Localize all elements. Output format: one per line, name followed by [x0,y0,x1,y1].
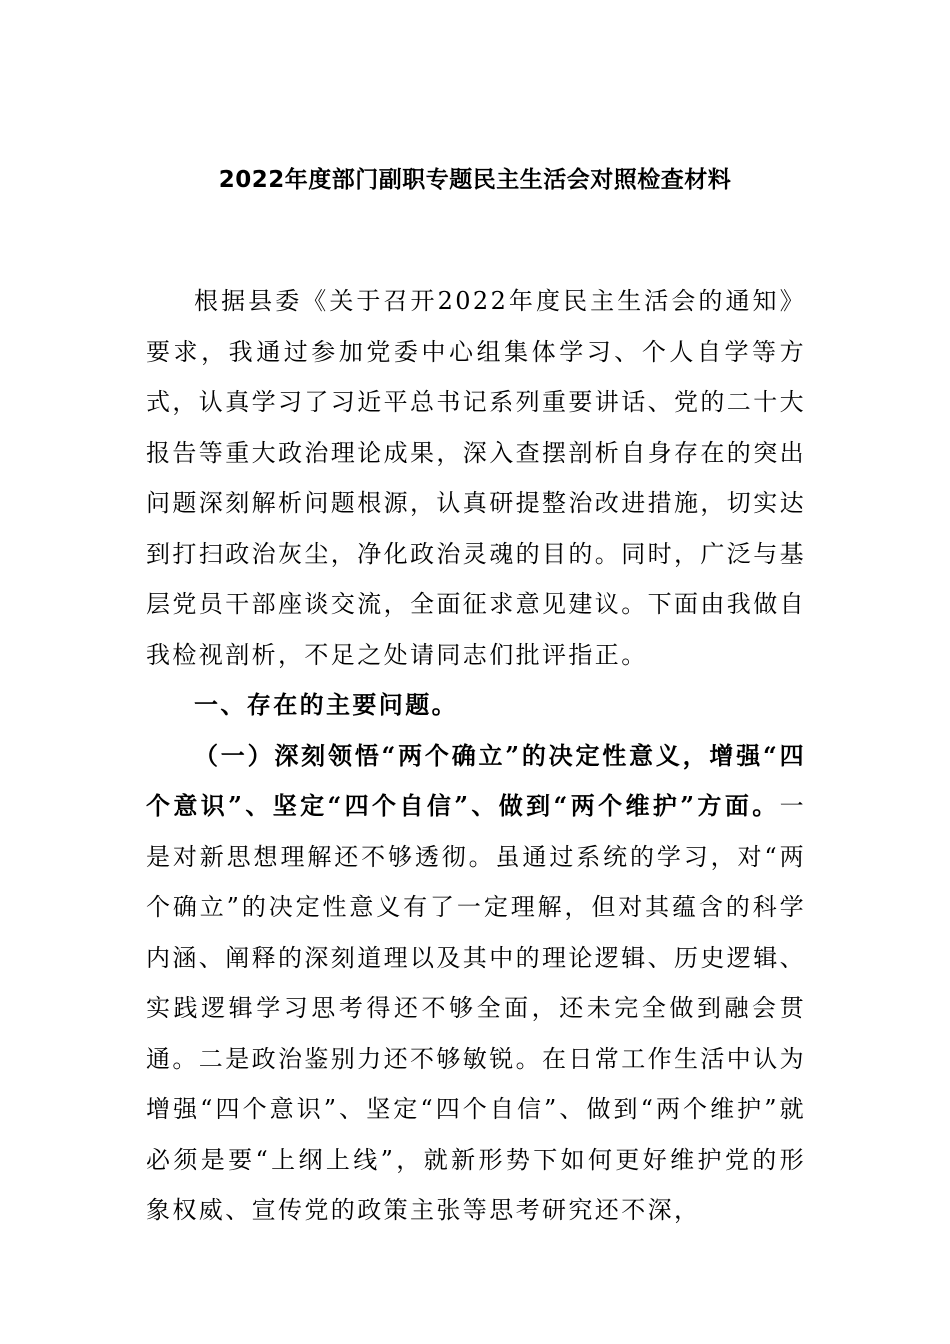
subsection-text: 一是对新思想理解还不够透彻。虽通过系统的学习，对“两个确立”的决定性意义有了一定理解，但对其蕴含的科学内涵、阐释的深刻道理以及其中的理论逻辑、历史逻辑、实践逻辑学习思考得还不够全面，还未完全做到融会贯通。二是政治鉴别力还不够敏锐。在日常工作生活中认为增强“四个意识”、坚定“四个自信”、做到“两个维护”就必须是要“上纲上线”，就新形势下如何更好维护党的形象权威、宣传党的政策主张等思考研究还不深， [146,792,806,1224]
section-heading: 一、存在的主要问题。 [194,691,458,719]
intro-paragraph: 根据县委《关于召开2022年度民主生活会的通知》要求，我通过参加党委中心组集体学习、个人自学等方式，认真学习了习近平总书记系列重要讲话、党的二十大报告等重大政治理论成果，深入查摆剖析自身存在的突出问题深刻解析问题根源，认真研提整治改进措施，切实达到打扫政治灰尘，净化政治灵魂的目的。同时，广泛与基层党员干部座谈交流，全面征求意见建议。下面由我做自我检视剖析，不足之处请同志们批评指正。 [146,287,806,669]
document-title: 2022年度部门副职专题民主生活会对照检查材料 [218,167,732,193]
subsection-paragraph [146,731,806,1236]
document-body [146,276,806,1236]
subsection-heading: （一）深刻领悟“两个确立”的决定性意义，增强“四个意识”、坚定“四个自信”、做到“两个维护”方面。 [146,740,806,820]
